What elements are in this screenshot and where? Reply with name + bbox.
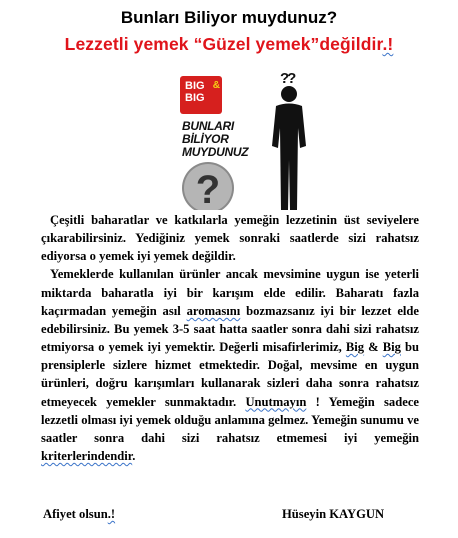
- question-marks: ??: [280, 70, 295, 87]
- kriter-word: kriterlerindendir: [41, 449, 133, 464]
- banner-line-2: BİLİYOR MUYDUNUZ: [182, 132, 249, 159]
- closing-text: Afiyet olsun.!: [43, 507, 116, 521]
- closing-end: .!: [107, 507, 116, 521]
- article-illustration: [180, 68, 320, 210]
- page-title: Bunları Biliyor muydunuz?: [120, 8, 338, 27]
- silhouette-question-graphic: [180, 68, 320, 210]
- big-word-1: Big: [345, 340, 365, 355]
- paragraph-2: Yemeklerde kullanılan ürünler ancak mevsimine uygun ise yeterli miktarda baharatla iyi bir karışım elde edilir. Baharatı fazla kaçırmadan yemeğin asıl aromasını bozmazsanız iyi bir lezzet elde edebilirsiniz. Bu yemek 3-5 saat hatta saatler sonra dahi sizi rahatsız etmiyorsa o yemek iyi yemektir. Değerli misafirlerimiz, Big & Big bu prensiplerle sizlere hizmet etmektedir. Doğal, mevsime en uygun ürünleri, doğru karışımları kullanarak sizleri daha sonra rahatsız etmeyecek yemekler sunmaktadır. Unutmayın ! Yemeğin sadece lezzetli olması iyi yemek olduğu anlamına gelmez. Yemeğin sunumu ve saatler sonra dahi sizi rahatsız etmemesi iyi yemeğin kriterlerindendir.: [41, 267, 419, 464]
- subtitle-text: Lezzetli yemek “Güzel yemek”değildir: [64, 34, 383, 54]
- big-word-2: Big: [382, 340, 401, 355]
- logo-big-top: BIG: [185, 80, 205, 92]
- logo-big-bottom: BIG: [185, 92, 205, 104]
- author-name: Hüseyin KAYGUN: [282, 507, 385, 521]
- article-body: [41, 211, 419, 465]
- aroma-word: aromasını: [186, 303, 241, 318]
- logo-amp: &: [212, 80, 220, 91]
- paragraph-1: Çeşitli baharatlar ve katkılarla yemeğin lezzetinin üst seviyelere çıkarabilirsiniz. Yediğiniz yemek sonraki saatlerde sizi rahatsız ediyorsa o yemek iyi yemek değildir.: [41, 213, 419, 264]
- page-subtitle: [0, 34, 458, 55]
- unutmayin-word: Unutmayın: [245, 394, 307, 409]
- banner-line-1: BUNLARI: [182, 119, 234, 133]
- subtitle-end: .!: [382, 34, 394, 54]
- svg-text:?: ?: [195, 168, 221, 210]
